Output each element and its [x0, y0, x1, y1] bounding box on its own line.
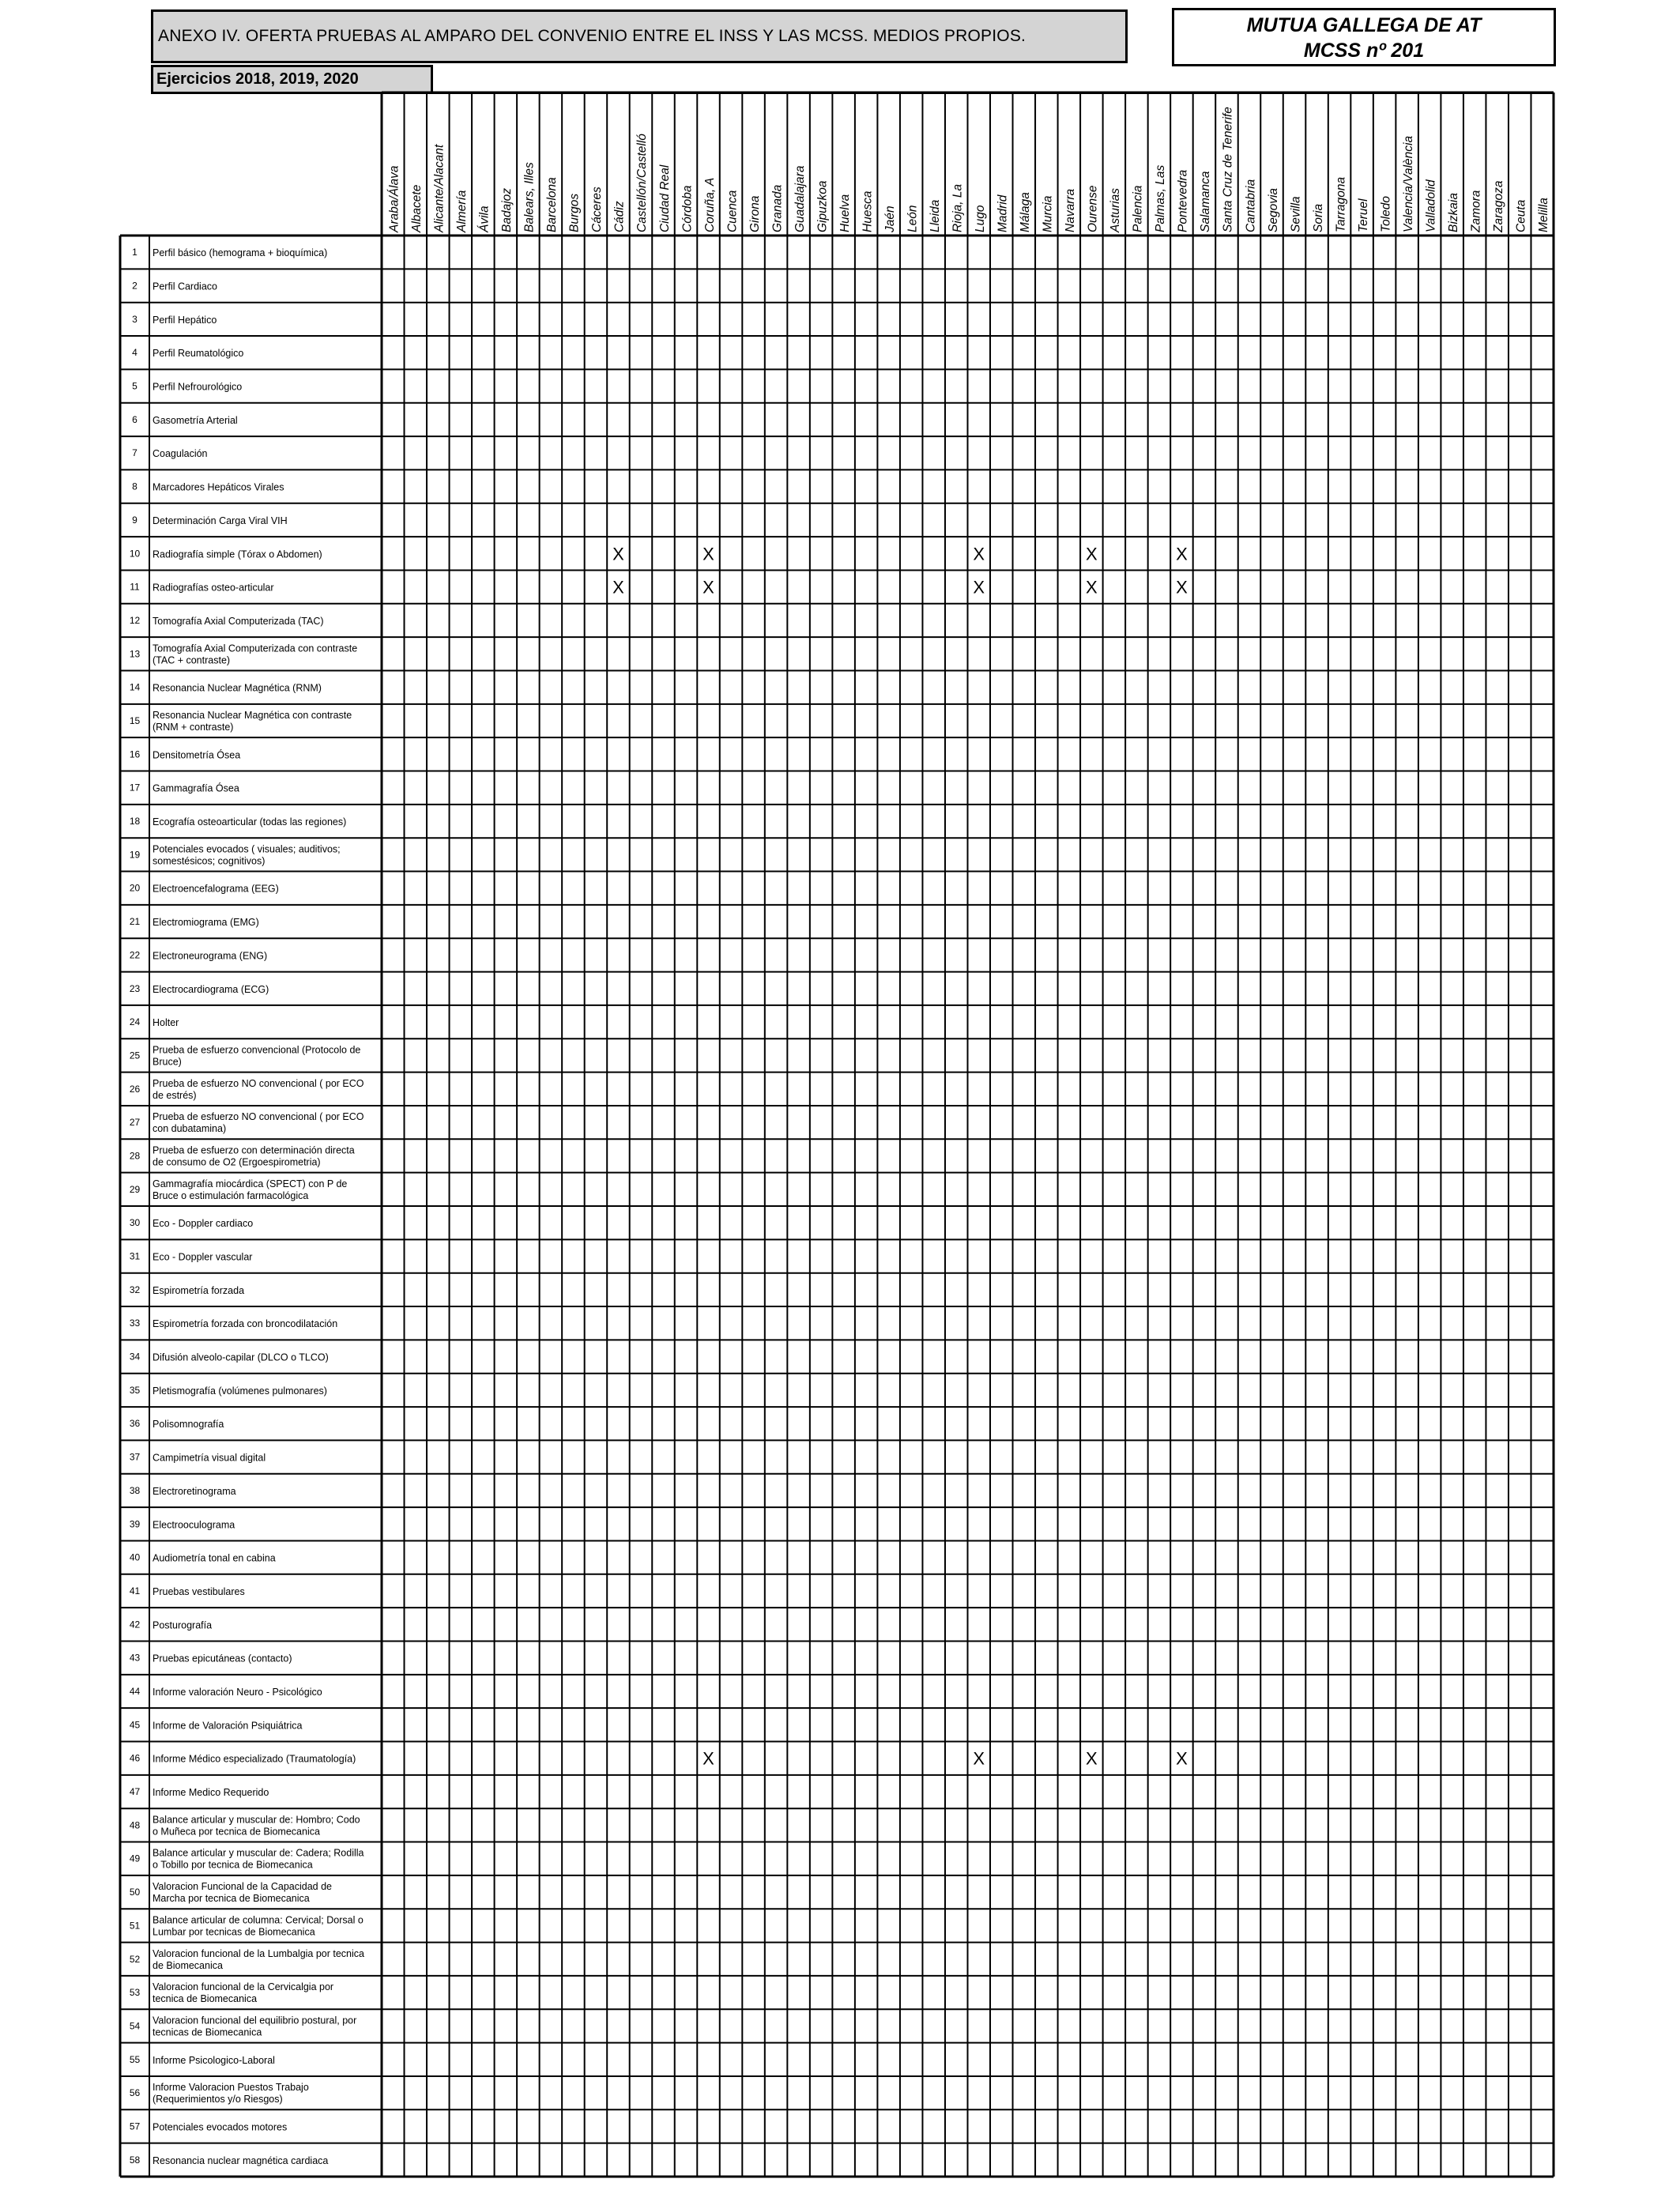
- row-label: Determinación Carga Viral VIH: [153, 515, 288, 526]
- row-number: 44: [129, 1686, 141, 1697]
- mutua-number: MCSS nº 201: [1303, 40, 1425, 62]
- row-number: 33: [129, 1318, 141, 1329]
- province-header: Navarra: [1064, 188, 1078, 232]
- province-header: Cantabria: [1244, 179, 1258, 232]
- offer-mark: X: [1086, 1748, 1098, 1769]
- province-header: Ceuta: [1514, 199, 1528, 232]
- row-number: 15: [129, 715, 141, 726]
- row-label: Electroneurograma (ENG): [153, 950, 268, 962]
- province-header: Ourense: [1086, 185, 1100, 232]
- row-label: Informe de Valoración Psiquiátrica: [153, 1720, 303, 1732]
- row-label: Electromiograma (EMG): [153, 917, 259, 929]
- row-number: 53: [129, 1987, 141, 1999]
- row-number: 10: [129, 548, 141, 560]
- province-header: Salamanca: [1199, 171, 1213, 232]
- row-number: 58: [129, 2154, 141, 2166]
- row-label: Valoracion funcional de la Lumbalgia por tecnica: [153, 1947, 364, 1959]
- province-header: Pontevedra: [1176, 169, 1190, 232]
- province-header: Ávila: [477, 205, 492, 232]
- row-number: 26: [129, 1083, 141, 1095]
- row-number: 55: [129, 2053, 141, 2065]
- mutua-name: MUTUA GALLEGA DE AT: [1246, 14, 1482, 36]
- row-number: 35: [129, 1384, 141, 1396]
- row-number: 46: [129, 1752, 141, 1764]
- row-label: Informe Valoracion Puestos Trabajo: [153, 2082, 309, 2094]
- province-header: Huelva: [838, 194, 852, 232]
- row-label: (TAC + contraste): [153, 654, 231, 666]
- row-number: 13: [129, 648, 141, 660]
- row-number: 34: [129, 1351, 141, 1363]
- row-label: tecnica de Biomecanica: [153, 1993, 258, 2005]
- row-label: o Tobillo por tecnica de Biomecanica: [153, 1859, 313, 1871]
- row-label: Balance articular de columna: Cervical; Dorsal o: [153, 1914, 363, 1926]
- row-label: Prueba de esfuerzo NO convencional ( por ECO: [153, 1111, 364, 1123]
- province-header: Palmas, Las: [1154, 164, 1168, 232]
- row-label: Prueba de esfuerzo NO convencional ( por ECO: [153, 1077, 364, 1089]
- province-header: Segovia: [1266, 187, 1280, 232]
- row-label: Bruce): [153, 1056, 182, 1068]
- province-header: Toledo: [1379, 196, 1393, 232]
- row-label: Densitometría Ósea: [153, 749, 241, 761]
- row-label: Espirometría forzada: [153, 1284, 245, 1296]
- row-number: 20: [129, 882, 141, 894]
- row-number: 29: [129, 1183, 141, 1195]
- row-number: 11: [130, 581, 140, 593]
- row-label: de consumo de O2 (Ergoespirometria): [153, 1156, 321, 1168]
- row-number: 18: [129, 816, 141, 827]
- province-header: Valencia/València: [1401, 135, 1415, 232]
- row-number: 7: [132, 447, 137, 459]
- row-label: somestésicos; cognitivos): [153, 855, 266, 867]
- province-header: Zaragoza: [1491, 180, 1505, 232]
- province-header: Burgos: [567, 193, 582, 232]
- row-number: 22: [129, 949, 141, 961]
- row-number: 41: [129, 1585, 141, 1596]
- row-label: Prueba de esfuerzo con determinación directa: [153, 1144, 355, 1156]
- province-header: Cádiz: [612, 201, 627, 232]
- row-label: de Biomecanica: [153, 1959, 223, 1971]
- row-number: 57: [129, 2120, 141, 2132]
- offer-mark: X: [973, 1748, 985, 1769]
- province-header: Almería: [455, 190, 469, 232]
- offer-mark: X: [1176, 1748, 1188, 1769]
- row-number: 5: [132, 380, 137, 392]
- row-label: Informe Médico especializado (Traumatología): [153, 1753, 356, 1765]
- offer-mark: X: [1176, 544, 1188, 564]
- province-header: Coruña, A: [703, 177, 717, 232]
- row-label: Posturografía: [153, 1619, 213, 1631]
- row-label: Prueba de esfuerzo convencional (Protocolo de: [153, 1044, 361, 1056]
- province-header: Soria: [1311, 203, 1325, 232]
- annex-title-text: ANEXO IV. OFERTA PRUEBAS AL AMPARO DEL CONVENIO ENTRE EL INSS Y LAS MCSS. MEDIOS PROPIOS.: [158, 27, 1026, 45]
- row-number: 47: [129, 1786, 141, 1798]
- province-header: Madrid: [996, 194, 1010, 232]
- province-header: Ciudad Real: [657, 164, 672, 232]
- province-header: Girona: [748, 195, 762, 232]
- row-number: 40: [129, 1551, 141, 1563]
- row-number: 4: [132, 347, 137, 359]
- province-header: Castellón/Castelló: [635, 134, 650, 232]
- row-number: 25: [129, 1050, 141, 1061]
- province-header: Araba/Álava: [387, 165, 401, 232]
- row-label: (Requerimientos y/o Riesgos): [153, 2094, 283, 2105]
- row-number: 49: [129, 1853, 141, 1864]
- row-number: 52: [129, 1953, 141, 1965]
- province-header: Rioja, La: [951, 183, 965, 232]
- row-number: 19: [129, 849, 141, 861]
- row-number: 30: [129, 1217, 141, 1229]
- province-header: Granada: [770, 184, 785, 232]
- province-header: Guadalajara: [793, 165, 807, 232]
- province-header: Huesca: [861, 190, 875, 232]
- province-header: León: [906, 205, 920, 232]
- province-header: Córdoba: [680, 185, 695, 232]
- offer-mark: X: [973, 544, 985, 564]
- row-label: Gammagrafía Ósea: [153, 782, 239, 794]
- offer-mark: X: [612, 577, 624, 598]
- row-label: de estrés): [153, 1089, 197, 1101]
- row-label: Gammagrafía miocárdica (SPECT) con P de: [153, 1178, 348, 1189]
- province-header: Palencia: [1131, 185, 1145, 232]
- row-label: Perfil Hepático: [153, 314, 217, 326]
- row-label: o Muñeca por tecnica de Biomecanica: [153, 1826, 320, 1838]
- province-header: Cáceres: [590, 187, 605, 232]
- province-header: Valladolid: [1424, 179, 1438, 232]
- row-label: Radiografía simple (Tórax o Abdomen): [153, 548, 322, 560]
- province-header: Santa Cruz de Tenerife: [1221, 107, 1235, 232]
- row-number: 31: [129, 1250, 141, 1262]
- province-header: Lleida: [928, 199, 942, 232]
- row-label: Valoracion Funcional de la Capacidad de: [153, 1881, 333, 1893]
- row-label: Electroretinograma: [153, 1485, 236, 1497]
- row-label: tecnicas de Biomecanica: [153, 2026, 262, 2038]
- province-header: Alicante/Alacant: [432, 144, 446, 232]
- row-number: 56: [129, 2087, 141, 2099]
- province-header: Lugo: [974, 205, 988, 232]
- province-header: Barcelona: [545, 177, 559, 232]
- row-label: Marcadores Hepáticos Virales: [153, 481, 284, 493]
- row-label: Electrocardiograma (ECG): [153, 983, 269, 995]
- row-label: Perfil básico (hemograma + bioquímica): [153, 247, 328, 259]
- row-label: Tomografía Axial Computerizada (TAC): [153, 615, 324, 627]
- row-label: Lumbar por tecnicas de Biomecanica: [153, 1926, 315, 1938]
- row-number: 37: [129, 1451, 141, 1463]
- row-label: Holter: [153, 1017, 179, 1029]
- row-number: 27: [129, 1117, 141, 1129]
- row-number: 38: [129, 1484, 141, 1496]
- row-label: Radiografías osteo-articular: [153, 582, 274, 594]
- province-header: Balears, Illes: [522, 162, 537, 232]
- province-header: Gipuzkoa: [816, 180, 830, 232]
- offer-mark: X: [703, 1748, 714, 1769]
- row-number: 51: [129, 1920, 141, 1932]
- province-header: Tarragona: [1334, 176, 1348, 232]
- offer-mark: X: [612, 544, 624, 564]
- row-number: 28: [129, 1150, 141, 1162]
- row-label: Pruebas epicutáneas (contacto): [153, 1653, 292, 1664]
- row-label: Pletismografía (volúmenes pulmonares): [153, 1385, 327, 1397]
- row-number: 21: [129, 916, 141, 928]
- row-label: Eco - Doppler cardiaco: [153, 1218, 254, 1230]
- province-header: Sevilla: [1289, 196, 1303, 232]
- row-number: 1: [132, 247, 137, 258]
- province-header: Melilla: [1537, 198, 1551, 232]
- row-label: Polisomnografía: [153, 1419, 224, 1431]
- row-number: 43: [129, 1652, 141, 1664]
- row-number: 48: [129, 1819, 141, 1831]
- province-header: Murcia: [1041, 195, 1055, 232]
- row-number: 16: [129, 748, 141, 760]
- offer-mark: X: [703, 577, 714, 598]
- row-label: Informe Medico Requerido: [153, 1787, 269, 1799]
- row-label: Potenciales evocados motores: [153, 2121, 288, 2133]
- row-number: 42: [129, 1619, 141, 1630]
- row-label: Balance articular y muscular de: Hombro; Codo: [153, 1814, 360, 1826]
- row-number: 45: [129, 1719, 141, 1731]
- row-number: 9: [132, 514, 137, 526]
- row-number: 54: [129, 2020, 141, 2032]
- row-label: Difusión alveolo-capilar (DLCO o TLCO): [153, 1351, 329, 1363]
- row-number: 32: [129, 1284, 141, 1295]
- exercise-years-text: Ejercicios 2018, 2019, 2020: [156, 70, 359, 88]
- row-number: 39: [129, 1518, 141, 1530]
- offer-mark: X: [1176, 577, 1188, 598]
- province-header: Cuenca: [725, 190, 740, 232]
- row-label: Resonancia nuclear magnética cardiaca: [153, 2154, 329, 2166]
- row-label: Resonancia Nuclear Magnética con contraste: [153, 710, 352, 721]
- province-header: Zamora: [1469, 190, 1483, 232]
- row-label: Audiometría tonal en cabina: [153, 1552, 276, 1564]
- row-label: con dubatamina): [153, 1123, 227, 1135]
- row-label: Marcha por tecnica de Biomecanica: [153, 1893, 310, 1905]
- row-label: Coagulación: [153, 448, 208, 460]
- row-number: 6: [132, 413, 137, 425]
- row-label: Tomografía Axial Computerizada con contraste: [153, 643, 358, 654]
- row-label: Perfil Reumatológico: [153, 348, 244, 360]
- offer-mark: X: [1086, 544, 1098, 564]
- province-header: Bizkaia: [1446, 193, 1460, 232]
- province-header: Málaga: [1019, 192, 1033, 232]
- row-number: 2: [132, 280, 137, 292]
- row-label: Pruebas vestibulares: [153, 1585, 245, 1597]
- row-label: (RNM + contraste): [153, 722, 234, 733]
- row-label: Ecografía osteoarticular (todas las regiones): [153, 816, 347, 828]
- row-number: 24: [129, 1016, 141, 1028]
- row-number: 14: [129, 681, 141, 693]
- row-number: 12: [129, 614, 141, 626]
- row-label: Valoracion funcional de la Cervicalgia por: [153, 1981, 334, 1993]
- row-label: Perfil Nefrourológico: [153, 381, 243, 393]
- row-label: Eco - Doppler vascular: [153, 1251, 253, 1263]
- row-label: Balance articular y muscular de: Cadera; Rodilla: [153, 1847, 364, 1859]
- row-label: Campimetría visual digital: [153, 1452, 266, 1464]
- row-label: Informe valoración Neuro - Psicológico: [153, 1687, 322, 1698]
- province-header: Asturias: [1109, 188, 1123, 232]
- offer-mark: X: [973, 577, 985, 598]
- offer-mark: X: [1086, 577, 1098, 598]
- province-header: Badajoz: [500, 187, 514, 232]
- row-label: Espirometría forzada con broncodilatación: [153, 1318, 338, 1330]
- row-label: Resonancia Nuclear Magnética (RNM): [153, 682, 322, 694]
- row-label: Electrooculograma: [153, 1519, 235, 1531]
- row-number: 36: [129, 1418, 141, 1430]
- row-number: 50: [129, 1887, 141, 1898]
- province-header: Teruel: [1356, 198, 1370, 232]
- row-label: Gasometría Arterial: [153, 414, 238, 426]
- row-label: Bruce o estimulación farmacológica: [153, 1189, 309, 1201]
- row-number: 3: [132, 313, 137, 325]
- row-label: Potenciales evocados ( visuales; auditivos;: [153, 843, 341, 855]
- row-number: 8: [132, 481, 137, 492]
- row-label: Informe Psicologico-Laboral: [153, 2054, 275, 2066]
- offer-mark: X: [703, 544, 714, 564]
- row-number: 23: [129, 982, 141, 994]
- row-label: Perfil Cardiaco: [153, 281, 217, 292]
- province-header: Jaén: [883, 205, 897, 232]
- province-header: Albacete: [410, 184, 424, 232]
- row-label: Valoracion funcional del equilibrio postural, por: [153, 2015, 357, 2026]
- row-number: 17: [129, 782, 141, 794]
- row-label: Electroencefalograma (EEG): [153, 883, 279, 895]
